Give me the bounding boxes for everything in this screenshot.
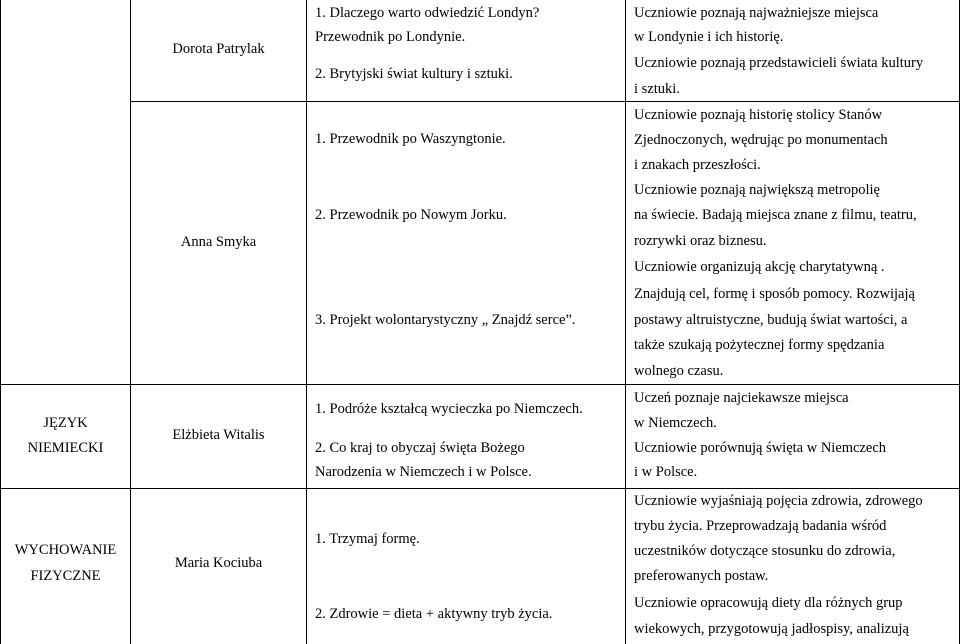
goal-line: Uczniowie porównują święta w Niemczech [634,440,887,456]
column-divider-subject [130,0,131,644]
topic-line: 1. Podróże kształcą wycieczka po Niemczech. [315,401,583,417]
goal-line: w Londynie i ich historię. [634,29,784,45]
goal-line: Uczniowie poznają przedstawicieli świata kultury [634,55,924,71]
column-divider-teacher [306,0,307,644]
subject-cell: WYCHOWANIE [14,542,117,558]
goal-line: na świecie. Badają miejsca znane z filmu, teatru, [634,207,917,223]
goal-line: Uczniowie poznają historię stolicy Stanów [634,107,883,123]
teacher-cell: Maria Kociuba [174,555,263,571]
topic-line: 2. Brytyjski świat kultury i sztuki. [315,66,513,82]
goal-line: i sztuki. [634,81,680,97]
goal-line: rozrywki oraz biznesu. [634,233,767,249]
topic-line: 1. Przewodnik po Waszyngtonie. [315,131,506,147]
goal-line: w Niemczech. [634,415,717,431]
goal-line: Znajdują cel, formę i sposób pomocy. Rozwijają [634,286,915,302]
topic-line: 3. Projekt wolontarystyczny „ Znajdź serce”. [315,312,576,328]
row-divider-1 [130,101,960,102]
goal-line: także szukają pożytecznej formy spędzania [634,337,885,353]
topic-line: Przewodnik po Londynie. [315,29,466,45]
goal-line: i w Polsce. [634,464,698,480]
goal-line: wolnego czasu. [634,363,724,379]
goal-line: uczestników dotyczące stosunku do zdrowia, [634,543,896,559]
row-divider-3 [0,488,960,489]
goal-line: Uczniowie poznają największą metropolię [634,182,880,198]
goal-line: i znakach przeszłości. [634,157,761,173]
topic-line: 1. Trzymaj formę. [315,531,420,547]
topic-line: 2. Przewodnik po Nowym Jorku. [315,207,507,223]
goal-line: Uczniowie wyjaśniają pojęcia zdrowia, zdrowego [634,493,923,509]
teacher-cell: Elżbieta Witalis [172,427,265,443]
goal-line: postawy altruistyczne, budują świat wartości, a [634,312,908,328]
goal-line: Zjednoczonych, wędrując po monumentach [634,132,888,148]
goal-line: Uczniowie organizują akcję charytatywną . [634,259,885,275]
goal-line: Uczeń poznaje najciekawsze miejsca [634,390,849,406]
topic-line: 2. Zdrowie = dieta + aktywny tryb życia. [315,606,553,622]
subject-cell: NIEMIECKI [27,440,104,456]
topic-line: Narodzenia w Niemczech i w Polsce. [315,464,532,480]
goal-line: Uczniowie poznają najważniejsze miejsca [634,5,879,21]
topic-line: 1. Dlaczego warto odwiedzić Londyn? [315,5,540,21]
goal-line: preferowanych postaw. [634,568,769,584]
goal-line: wiekowych, przygotowują jadłospisy, analizują [634,621,909,637]
goal-line: trybu życia. Przeprowadzają badania wśród [634,518,887,534]
topic-line: 2. Co kraj to obyczaj święta Bożego [315,440,525,456]
column-divider-topics [625,0,626,644]
subject-cell: FIZYCZNE [30,568,101,584]
teacher-cell: Dorota Patrylak [172,41,265,57]
teacher-cell: Anna Smyka [180,234,257,250]
goal-line: Uczniowie opracowują diety dla różnych grup [634,595,903,611]
row-divider-2 [0,384,960,385]
subject-cell: JĘZYK [43,415,88,431]
